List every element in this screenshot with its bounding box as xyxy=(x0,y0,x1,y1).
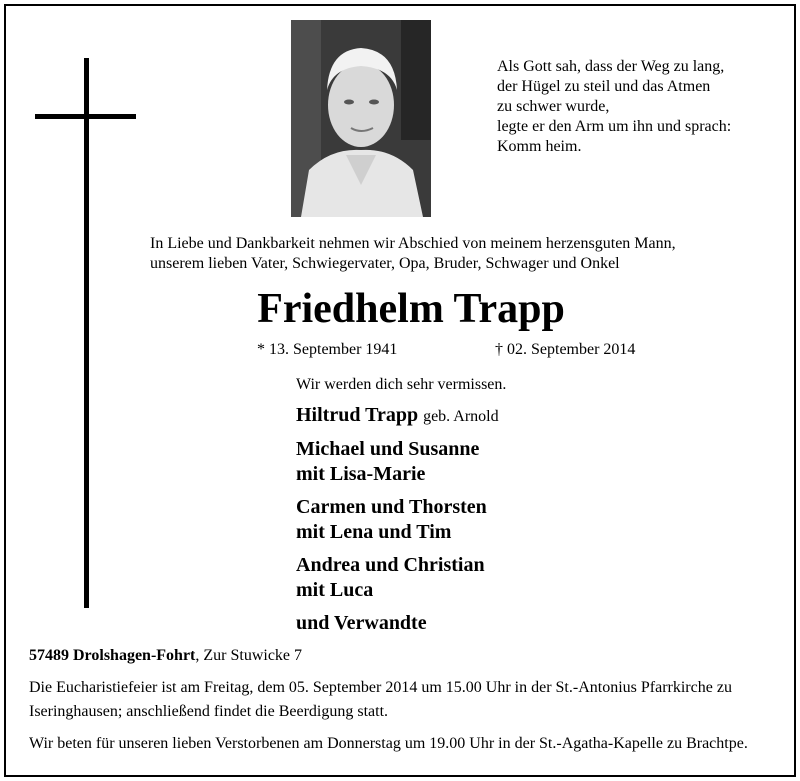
prayer-info: Wir beten für unseren lieben Verstorbenen am Donnerstag um 19.00 Uhr in der St.-Agatha-Kapelle zu Brachtpe. xyxy=(29,735,748,752)
poem-line: der Hügel zu steil und das Atmen xyxy=(497,78,711,95)
poem-line: zu schwer wurde, xyxy=(497,98,610,115)
mourner-line: Michael und Susanne xyxy=(296,438,480,460)
intro-text xyxy=(150,234,676,274)
poem-line: Komm heim. xyxy=(497,138,582,155)
mourner-entry xyxy=(296,553,506,603)
poem-line: legte er den Arm um ihn und sprach: xyxy=(497,118,732,135)
address-city: 57489 Drolshagen-Fohrt xyxy=(29,647,196,664)
mourner-line: mit Luca xyxy=(296,579,374,601)
mourner-entry xyxy=(296,437,506,487)
relatives-entry: und Verwandte xyxy=(296,612,427,634)
death-date: † 02. September 2014 xyxy=(495,341,636,358)
birth-date: * 13. September 1941 xyxy=(257,341,398,358)
intro-line-1: In Liebe und Dankbarkeit nehmen wir Abschied von meinem herzensguten Mann, xyxy=(150,235,676,252)
mourner-entry xyxy=(296,403,506,429)
mourner-line: mit Lisa-Marie xyxy=(296,463,426,485)
intro-line-2: unserem lieben Vater, Schwiegervater, Opa, Bruder, Schwager und Onkel xyxy=(150,255,620,272)
service-info: Die Eucharistiefeier ist am Freitag, dem 05. September 2014 um 15.00 Uhr in der St.-Antonius Pfarrkirche zu Iseringhausen; anschließend findet die Beerdigung statt. xyxy=(29,679,732,720)
mourner-line: mit Lena und Tim xyxy=(296,521,452,543)
address-street: , Zur Stuwicke 7 xyxy=(195,647,303,664)
miss-text: Wir werden dich sehr vermissen. xyxy=(296,376,507,393)
deceased-name: Friedhelm Trapp xyxy=(257,286,565,332)
poem xyxy=(497,57,731,157)
portrait-image xyxy=(291,20,431,217)
widow-name: Hiltrud Trapp xyxy=(296,404,419,426)
poem-line: Als Gott sah, dass der Weg zu lang, xyxy=(497,58,725,75)
mourner-entry xyxy=(296,495,506,545)
portrait-photo xyxy=(291,20,431,217)
widow-maiden-name: geb. Arnold xyxy=(423,408,499,425)
mourner-line: Andrea und Christian xyxy=(296,554,485,576)
cross-icon-horizontal xyxy=(35,114,136,119)
address xyxy=(29,646,302,666)
mourner-line: Carmen und Thorsten xyxy=(296,496,487,518)
mourners-list xyxy=(296,375,506,644)
